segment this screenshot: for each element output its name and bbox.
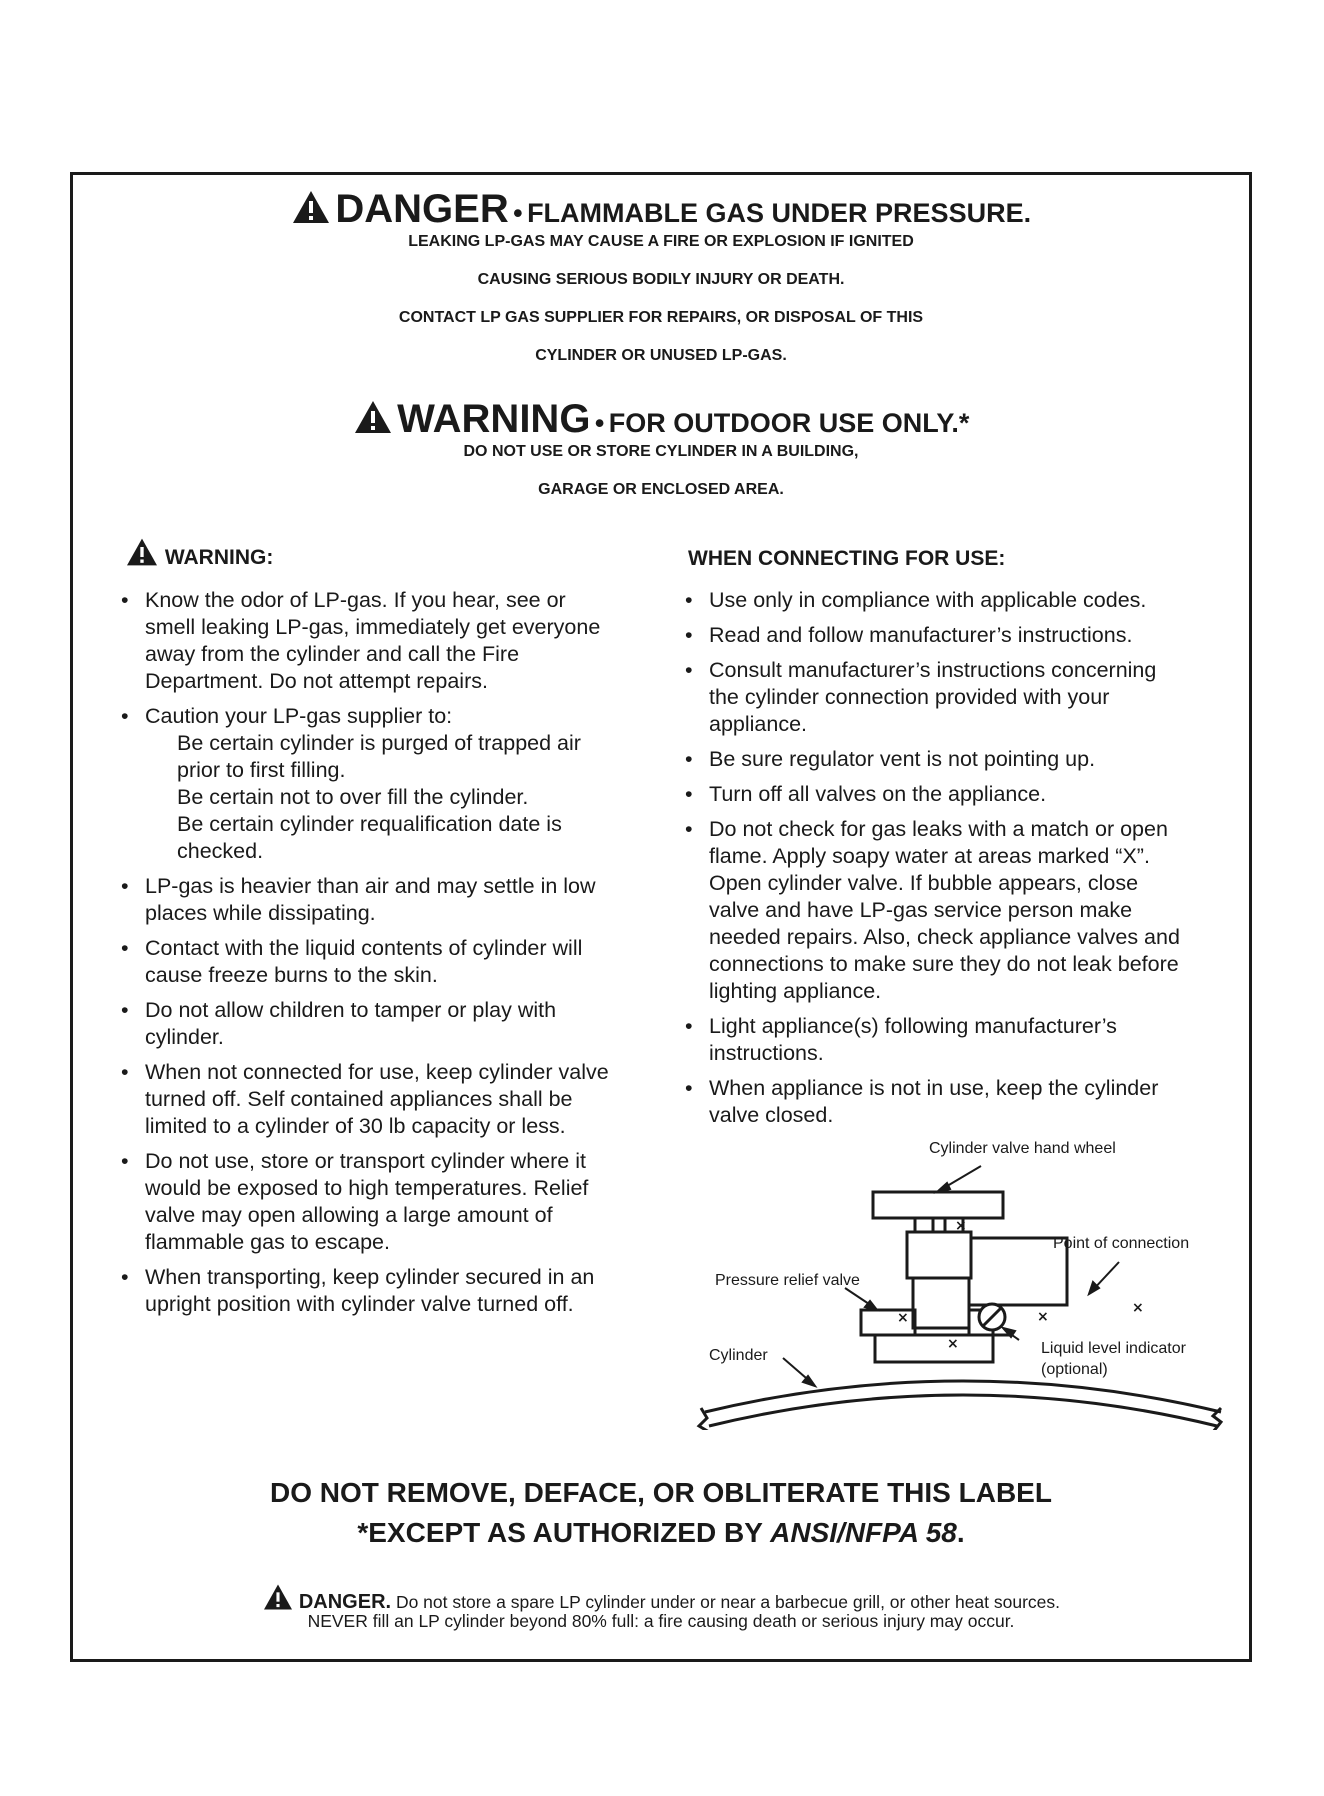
label-point-of-connection: Point of connection	[1053, 1235, 1190, 1252]
list-item: • Use only in compliance with applicable codes.	[685, 587, 1185, 614]
warning-line-1: DO NOT USE OR STORE CYLINDER IN A BUILDING,	[463, 443, 859, 460]
list-item: • Be sure regulator vent is not pointing up.	[685, 746, 1185, 773]
label-liquid-level-note: (optional)	[1041, 1361, 1108, 1378]
leak-check-mark: ×	[1037, 1309, 1049, 1325]
list-item: • Turn off all valves on the appliance.	[685, 781, 1185, 808]
list-item: • When transporting, keep cylinder secured in an upright position with cylinder valve turned off.	[121, 1264, 621, 1318]
leak-check-mark: ×	[947, 1336, 959, 1352]
list-item: • Light appliance(s) following manufacturer’s instructions.	[685, 1013, 1185, 1067]
warning-triangle-icon	[353, 399, 393, 440]
list-item: • Do not allow children to tamper or play with cylinder.	[121, 997, 621, 1051]
left-column-heading: WARNING:	[125, 537, 273, 573]
right-column-heading: WHEN CONNECTING FOR USE:	[688, 547, 1006, 570]
caution-sub-1: Be certain cylinder is purged of trapped air prior to first filling.	[177, 731, 581, 782]
footer-line-2: *EXCEPT AS AUTHORIZED BY ANSI/NFPA 58.	[357, 1517, 965, 1548]
danger-line-3: CONTACT LP GAS SUPPLIER FOR REPAIRS, OR DISPOSAL OF THIS	[398, 309, 924, 326]
caution-sub-2: Be certain not to over fill the cylinder.	[177, 785, 529, 809]
warning-subtitle: FOR OUTDOOR USE ONLY.*	[608, 408, 970, 438]
danger-bullet: •	[513, 198, 523, 228]
danger-subtitle: FLAMMABLE GAS UNDER PRESSURE.	[527, 198, 1032, 228]
warning-keyword: WARNING	[397, 397, 591, 441]
caution-sub-3: Be certain cylinder requalification date is checked.	[177, 812, 562, 863]
warning-header	[73, 397, 1249, 442]
cylinder-valve-diagram	[693, 1150, 1223, 1430]
leak-check-mark: ×	[955, 1218, 967, 1234]
left-bullet-list	[121, 587, 621, 1318]
warning-triangle-icon	[125, 537, 159, 573]
list-item: • Consult manufacturer’s instructions concerning the cylinder connection provided with your appliance.	[685, 657, 1185, 738]
label-frame	[70, 172, 1252, 1662]
leak-check-mark: ×	[1132, 1300, 1144, 1316]
label-cylinder: Cylinder	[709, 1347, 768, 1364]
footer-danger-keyword: DANGER.	[298, 1591, 392, 1613]
list-item: • Caution your LP-gas supplier to: Be certain cylinder is purged of trapped air prior to first filling. Be certain not to over fill the cylinder. Be certain cylinder requalification date is checked.	[121, 703, 621, 865]
danger-line-1: LEAKING LP-GAS MAY CAUSE A FIRE OR EXPLOSION IF IGNITED	[408, 233, 914, 250]
danger-line-4: CYLINDER OR UNUSED LP-GAS.	[535, 347, 787, 364]
label-liquid-level: Liquid level indicator	[1041, 1340, 1186, 1357]
danger-keyword: DANGER	[335, 187, 509, 231]
danger-line-2: CAUSING SERIOUS BODILY INJURY OR DEATH.	[477, 271, 845, 288]
hand-wheel-shape	[873, 1192, 1003, 1218]
right-bullet-list	[685, 587, 1185, 1129]
leak-check-mark: ×	[897, 1310, 909, 1326]
danger-header	[73, 187, 1249, 232]
warning-triangle-icon	[291, 189, 331, 230]
label-hand-wheel: Cylinder valve hand wheel	[929, 1140, 1116, 1157]
warning-line-2: GARAGE OR ENCLOSED AREA.	[538, 481, 784, 498]
list-item: • When not connected for use, keep cylinder valve turned off. Self contained appliances shall be limited to a cylinder of 30 lb capacity or less.	[121, 1059, 621, 1140]
list-item: • Do not check for gas leaks with a match or open flame. Apply soapy water at areas marked “X”. Open cylinder valve. If bubble appears, close valve and have LP-gas service person make needed repairs. Also, check appliance valves and connections to make sure they do not leak before lighting appliance.	[685, 816, 1185, 1005]
list-item: • Know the odor of LP-gas. If you hear, see or smell leaking LP-gas, immediately get everyone away from the cylinder and call the Fire Department. Do not attempt repairs.	[121, 587, 621, 695]
footer-danger-text: Do not store a spare LP cylinder under or near a barbecue grill, or other heat sources.	[395, 1592, 1061, 1612]
list-item: • Read and follow manufacturer’s instructions.	[685, 622, 1185, 649]
warning-bullet: •	[594, 408, 605, 438]
footer-danger-line-2: NEVER fill an LP cylinder beyond 80% full: a fire causing death or serious injury may occur.	[307, 1611, 1015, 1631]
footer-line-1: DO NOT REMOVE, DEFACE, OR OBLITERATE THIS LABEL	[270, 1477, 1052, 1508]
list-item: • Contact with the liquid contents of cylinder will cause freeze burns to the skin.	[121, 935, 621, 989]
list-item: • LP-gas is heavier than air and may settle in low places while dissipating.	[121, 873, 621, 927]
list-item: • When appliance is not in use, keep the cylinder valve closed.	[685, 1075, 1185, 1129]
label-pressure-relief: Pressure relief valve	[715, 1272, 860, 1289]
list-item: • Do not use, store or transport cylinder where it would be exposed to high temperatures. Relief valve may open allowing a large amount of flammable gas to escape.	[121, 1148, 621, 1256]
